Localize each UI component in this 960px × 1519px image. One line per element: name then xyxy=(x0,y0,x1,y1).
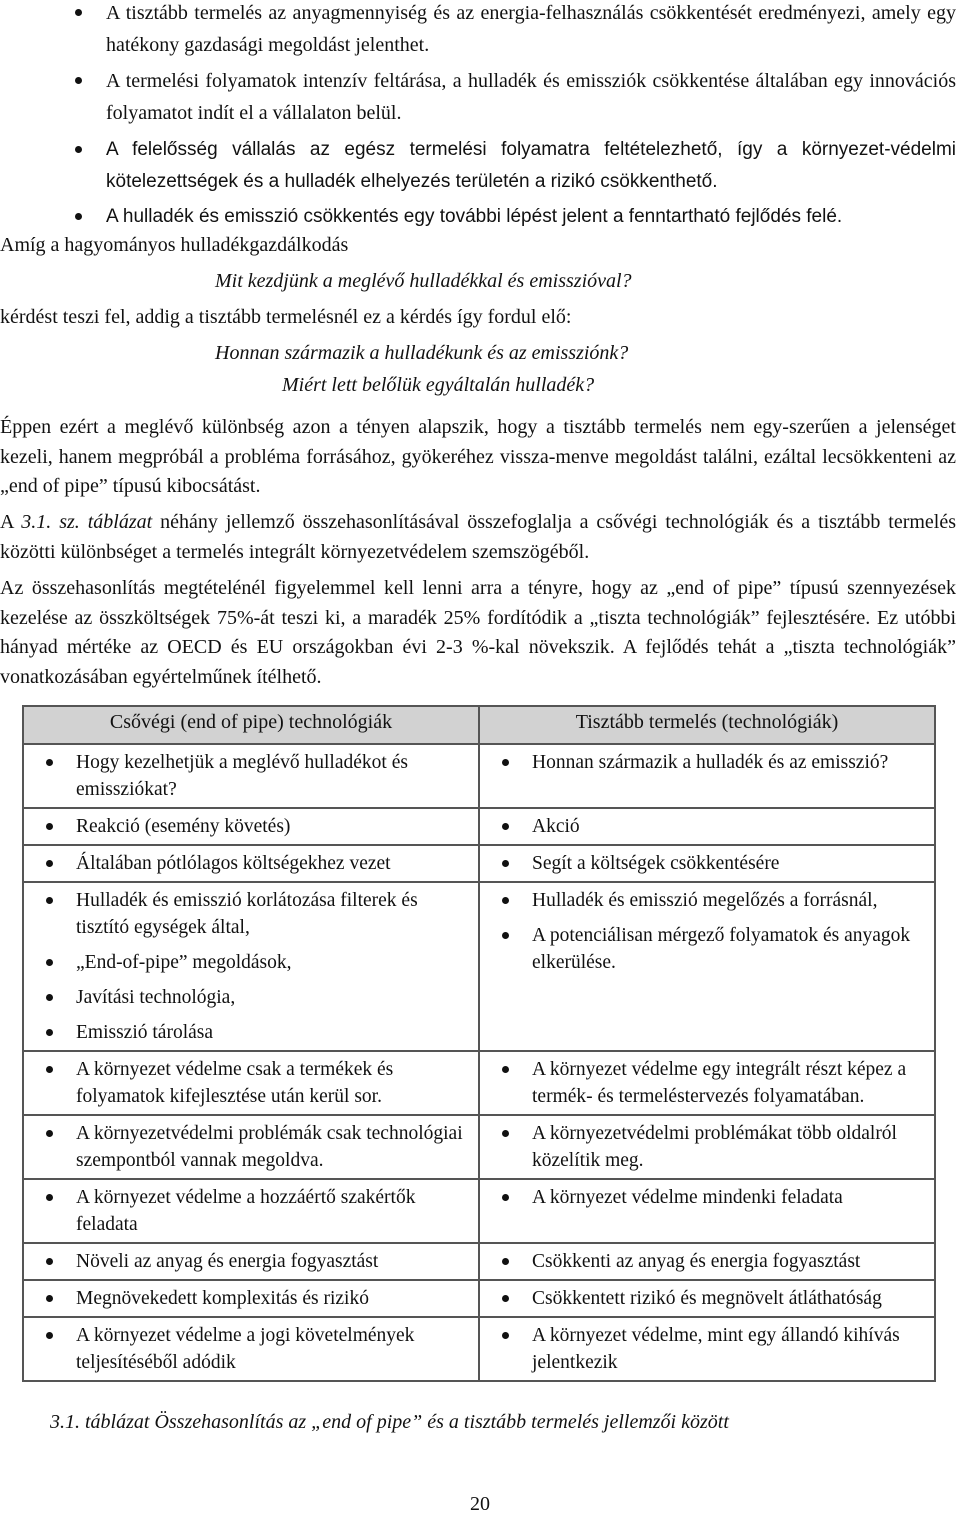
bullet-dot-icon xyxy=(75,213,82,220)
table-row xyxy=(23,808,935,845)
bullet-dot-icon xyxy=(502,759,509,766)
list-item: Hulladék és emisszió korlátozása filterek és tisztító egységek által, xyxy=(30,887,472,941)
table-row xyxy=(23,1051,935,1115)
table-row xyxy=(23,1317,935,1381)
bullet-dot-icon xyxy=(502,1332,509,1339)
table-row xyxy=(23,845,935,882)
list-item: Segít a költségek csökkentésére xyxy=(486,850,928,877)
list-item: A környezet védelme, mint egy állandó kihívás jelentkezik xyxy=(486,1322,928,1376)
cell-item-list xyxy=(30,1248,472,1275)
table-row xyxy=(23,1179,935,1243)
list-item: A környezet védelme csak a termékek és folyamatok kifejlesztése után kerül sor. xyxy=(30,1056,472,1110)
list-item: Hogy kezelhetjük a meglévő hulladékot és emissziókat? xyxy=(30,749,472,803)
cell-end-of-pipe xyxy=(23,744,479,808)
list-item: Emisszió tárolása xyxy=(30,1019,472,1046)
question-3: Miért lett belőlük egyáltalán hulladék? xyxy=(282,374,595,396)
bullet-dot-icon xyxy=(46,1295,53,1302)
paragraph-cost-comparison: Az összehasonlítás megtételénél figyelemmel kell lenni arra a tényre, hogy az „end of pipe” típusú szennyezések kezelése az összköltségek 75%-át teszi ki, a maradék 25% fordítódik a „tiszta technológiák” fejlesztésére. Ez utóbbi hányad mértéke az OECD és EU országokban évi 2-3 %-kal növekszik. A fejlődés tehát a „tiszta technológiák” vonatkozásában egyértelműnek ítélhető. xyxy=(0,577,956,688)
cell-cleaner-production xyxy=(479,1317,935,1381)
list-item: A környezet védelme egy integrált részt képez a termék- és termeléstervezés folyamatában. xyxy=(486,1056,928,1110)
list-item: Növeli az anyag és energia fogyasztást xyxy=(30,1248,472,1275)
cell-item-list xyxy=(30,1322,472,1376)
bullet-item: A tisztább termelés az anyagmennyiség és az energia-felhasználás csökkentését eredményezi, amely egy hatékony gazdasági megoldást jelenthet. xyxy=(0,0,960,61)
paragraph-difference: Éppen ezért a meglévő különbség azon a tényen alapszik, hogy a tisztább termelés nem egy-szerűen a jelenséget kezeli, hanem megpróbál a probléma forrásához, gyökeréhez vissza-menve megoldást találni, ezáltal lecsökkenteni az „end of pipe” típusú kibocsátást. xyxy=(0,416,956,497)
list-item: A környezetvédelmi problémákat több oldalról közelítik meg. xyxy=(486,1120,928,1174)
list-item: Honnan származik a hulladék és az emisszió? xyxy=(486,749,928,776)
list-item: „End-of-pipe” megoldások, xyxy=(30,949,472,976)
bullet-dot-icon xyxy=(502,1130,509,1137)
bullet-dot-icon xyxy=(46,1130,53,1137)
cell-item-list xyxy=(486,887,928,976)
cell-item-list xyxy=(486,813,928,840)
comparison-table xyxy=(22,705,936,1382)
bullet-item: A termelési folyamatok intenzív feltárása, a hulladék és emissziók csökkentése általában egy innovációs folyamatot indít el a vállalaton belül. xyxy=(0,65,960,129)
table-row xyxy=(23,744,935,808)
bullet-dot-icon xyxy=(46,1194,53,1201)
paragraph-table-reference: A 3.1. sz. táblázat néhány jellemző összehasonlításával összefoglalja a csővégi technológiák és a tisztább termelés közötti különbséget a termelés integrált környezetvédelem szemszögéből. xyxy=(0,511,957,563)
bullet-dot-icon xyxy=(502,897,509,904)
cell-cleaner-production xyxy=(479,1115,935,1179)
list-item: Hulladék és emisszió megelőzés a forrásnál, xyxy=(486,887,928,914)
table-row xyxy=(23,1115,935,1179)
table-reference: 3.1. sz. táblázat xyxy=(21,511,153,533)
bullet-dot-icon xyxy=(502,1295,509,1302)
question-2: Honnan származik a hulladékunk és az emissziónk? xyxy=(215,342,629,364)
list-item: A környezetvédelmi problémák csak technológiai szempontból vannak megoldva. xyxy=(30,1120,472,1174)
bullet-dot-icon xyxy=(502,823,509,830)
bullet-dot-icon xyxy=(46,994,53,1001)
cell-end-of-pipe xyxy=(23,1317,479,1381)
table-row xyxy=(23,1243,935,1280)
cell-cleaner-production xyxy=(479,744,935,808)
cell-item-list xyxy=(486,1056,928,1110)
bullet-item: A hulladék és emisszió csökkentés egy további lépést jelent a fenntartható fejlődés felé. xyxy=(0,201,960,233)
bullet-dot-icon xyxy=(46,759,53,766)
bullet-list xyxy=(0,0,960,233)
table-body xyxy=(23,744,935,1381)
table-caption: 3.1. táblázat Összehasonlítás az „end of pipe” és a tisztább termelés jellemzői között xyxy=(50,1411,729,1433)
cell-end-of-pipe xyxy=(23,882,479,1051)
list-item: A környezet védelme mindenki feladata xyxy=(486,1184,928,1211)
cell-item-list xyxy=(486,1322,928,1376)
cell-item-list xyxy=(30,749,472,803)
cell-item-list xyxy=(486,749,928,776)
table-row xyxy=(23,1280,935,1317)
cell-end-of-pipe xyxy=(23,1051,479,1115)
cell-cleaner-production xyxy=(479,845,935,882)
bullet-dot-icon xyxy=(46,823,53,830)
cell-cleaner-production xyxy=(479,1179,935,1243)
bullet-dot-icon xyxy=(75,146,82,153)
list-item: Csökkenti az anyag és energia fogyasztást xyxy=(486,1248,928,1275)
list-item: A potenciálisan mérgező folyamatok és anyagok elkerülése. xyxy=(486,922,928,976)
list-item: Reakció (esemény követés) xyxy=(30,813,472,840)
cell-cleaner-production xyxy=(479,882,935,1051)
question-1: Mit kezdjünk a meglévő hulladékkal és emisszióval? xyxy=(215,270,632,292)
bullet-dot-icon xyxy=(46,897,53,904)
page-number: 20 xyxy=(470,1493,490,1515)
bullet-dot-icon xyxy=(75,77,82,84)
list-item: Akció xyxy=(486,813,928,840)
cell-cleaner-production xyxy=(479,1051,935,1115)
list-item: A környezet védelme a jogi követelmények teljesítéséből adódik xyxy=(30,1322,472,1376)
bullet-dot-icon xyxy=(46,860,53,867)
header-end-of-pipe: Csővégi (end of pipe) technológiák xyxy=(23,706,479,744)
list-item: Javítási technológia, xyxy=(30,984,472,1011)
list-item: Csökkentett rizikó és megnövelt átláthatóság xyxy=(486,1285,928,1312)
cell-item-list xyxy=(30,1285,472,1312)
cell-item-list xyxy=(30,813,472,840)
cell-end-of-pipe xyxy=(23,808,479,845)
cell-cleaner-production xyxy=(479,1243,935,1280)
bullet-item: A felelősség vállalás az egész termelési folyamatra feltételezhető, így a környezet-védelmi kötelezettségek és a hulladék elhelyezés területén a rizikó csökkenthető. xyxy=(0,134,960,198)
cell-cleaner-production xyxy=(479,1280,935,1317)
table-header-row xyxy=(23,706,935,744)
bullet-dot-icon xyxy=(46,1066,53,1073)
cell-item-list xyxy=(30,1184,472,1238)
bullet-dot-icon xyxy=(46,959,53,966)
cell-item-list xyxy=(30,850,472,877)
cell-cleaner-production xyxy=(479,808,935,845)
bullet-dot-icon xyxy=(46,1029,53,1036)
list-item: Általában pótlólagos költségekhez vezet xyxy=(30,850,472,877)
cell-item-list xyxy=(30,1120,472,1174)
bullet-dot-icon xyxy=(46,1258,53,1265)
table-row xyxy=(23,882,935,1051)
bullet-dot-icon xyxy=(502,860,509,867)
cell-end-of-pipe xyxy=(23,1243,479,1280)
bullet-dot-icon xyxy=(502,1194,509,1201)
cell-item-list xyxy=(486,850,928,877)
cell-end-of-pipe xyxy=(23,845,479,882)
list-item: A környezet védelme a hozzáértő szakértők feladata xyxy=(30,1184,472,1238)
cell-item-list xyxy=(486,1184,928,1211)
bullet-dot-icon xyxy=(502,1066,509,1073)
header-cleaner-production: Tisztább termelés (technológiák) xyxy=(479,706,935,744)
cell-item-list xyxy=(486,1285,928,1312)
cell-end-of-pipe xyxy=(23,1280,479,1317)
bullet-dot-icon xyxy=(75,9,82,16)
bullet-dot-icon xyxy=(46,1332,53,1339)
intro-text-1: Amíg a hagyományos hulladékgazdálkodás xyxy=(0,234,349,256)
bullet-dot-icon xyxy=(502,1258,509,1265)
intro-text-2: kérdést teszi fel, addig a tisztább termelésnél ez a kérdés így fordul elő: xyxy=(0,306,572,328)
list-item: Megnövekedett komplexitás és rizikó xyxy=(30,1285,472,1312)
cell-item-list xyxy=(486,1248,928,1275)
cell-end-of-pipe xyxy=(23,1115,479,1179)
cell-item-list xyxy=(30,1056,472,1110)
cell-end-of-pipe xyxy=(23,1179,479,1243)
cell-item-list xyxy=(30,887,472,1046)
bullet-dot-icon xyxy=(502,932,509,939)
cell-item-list xyxy=(486,1120,928,1174)
